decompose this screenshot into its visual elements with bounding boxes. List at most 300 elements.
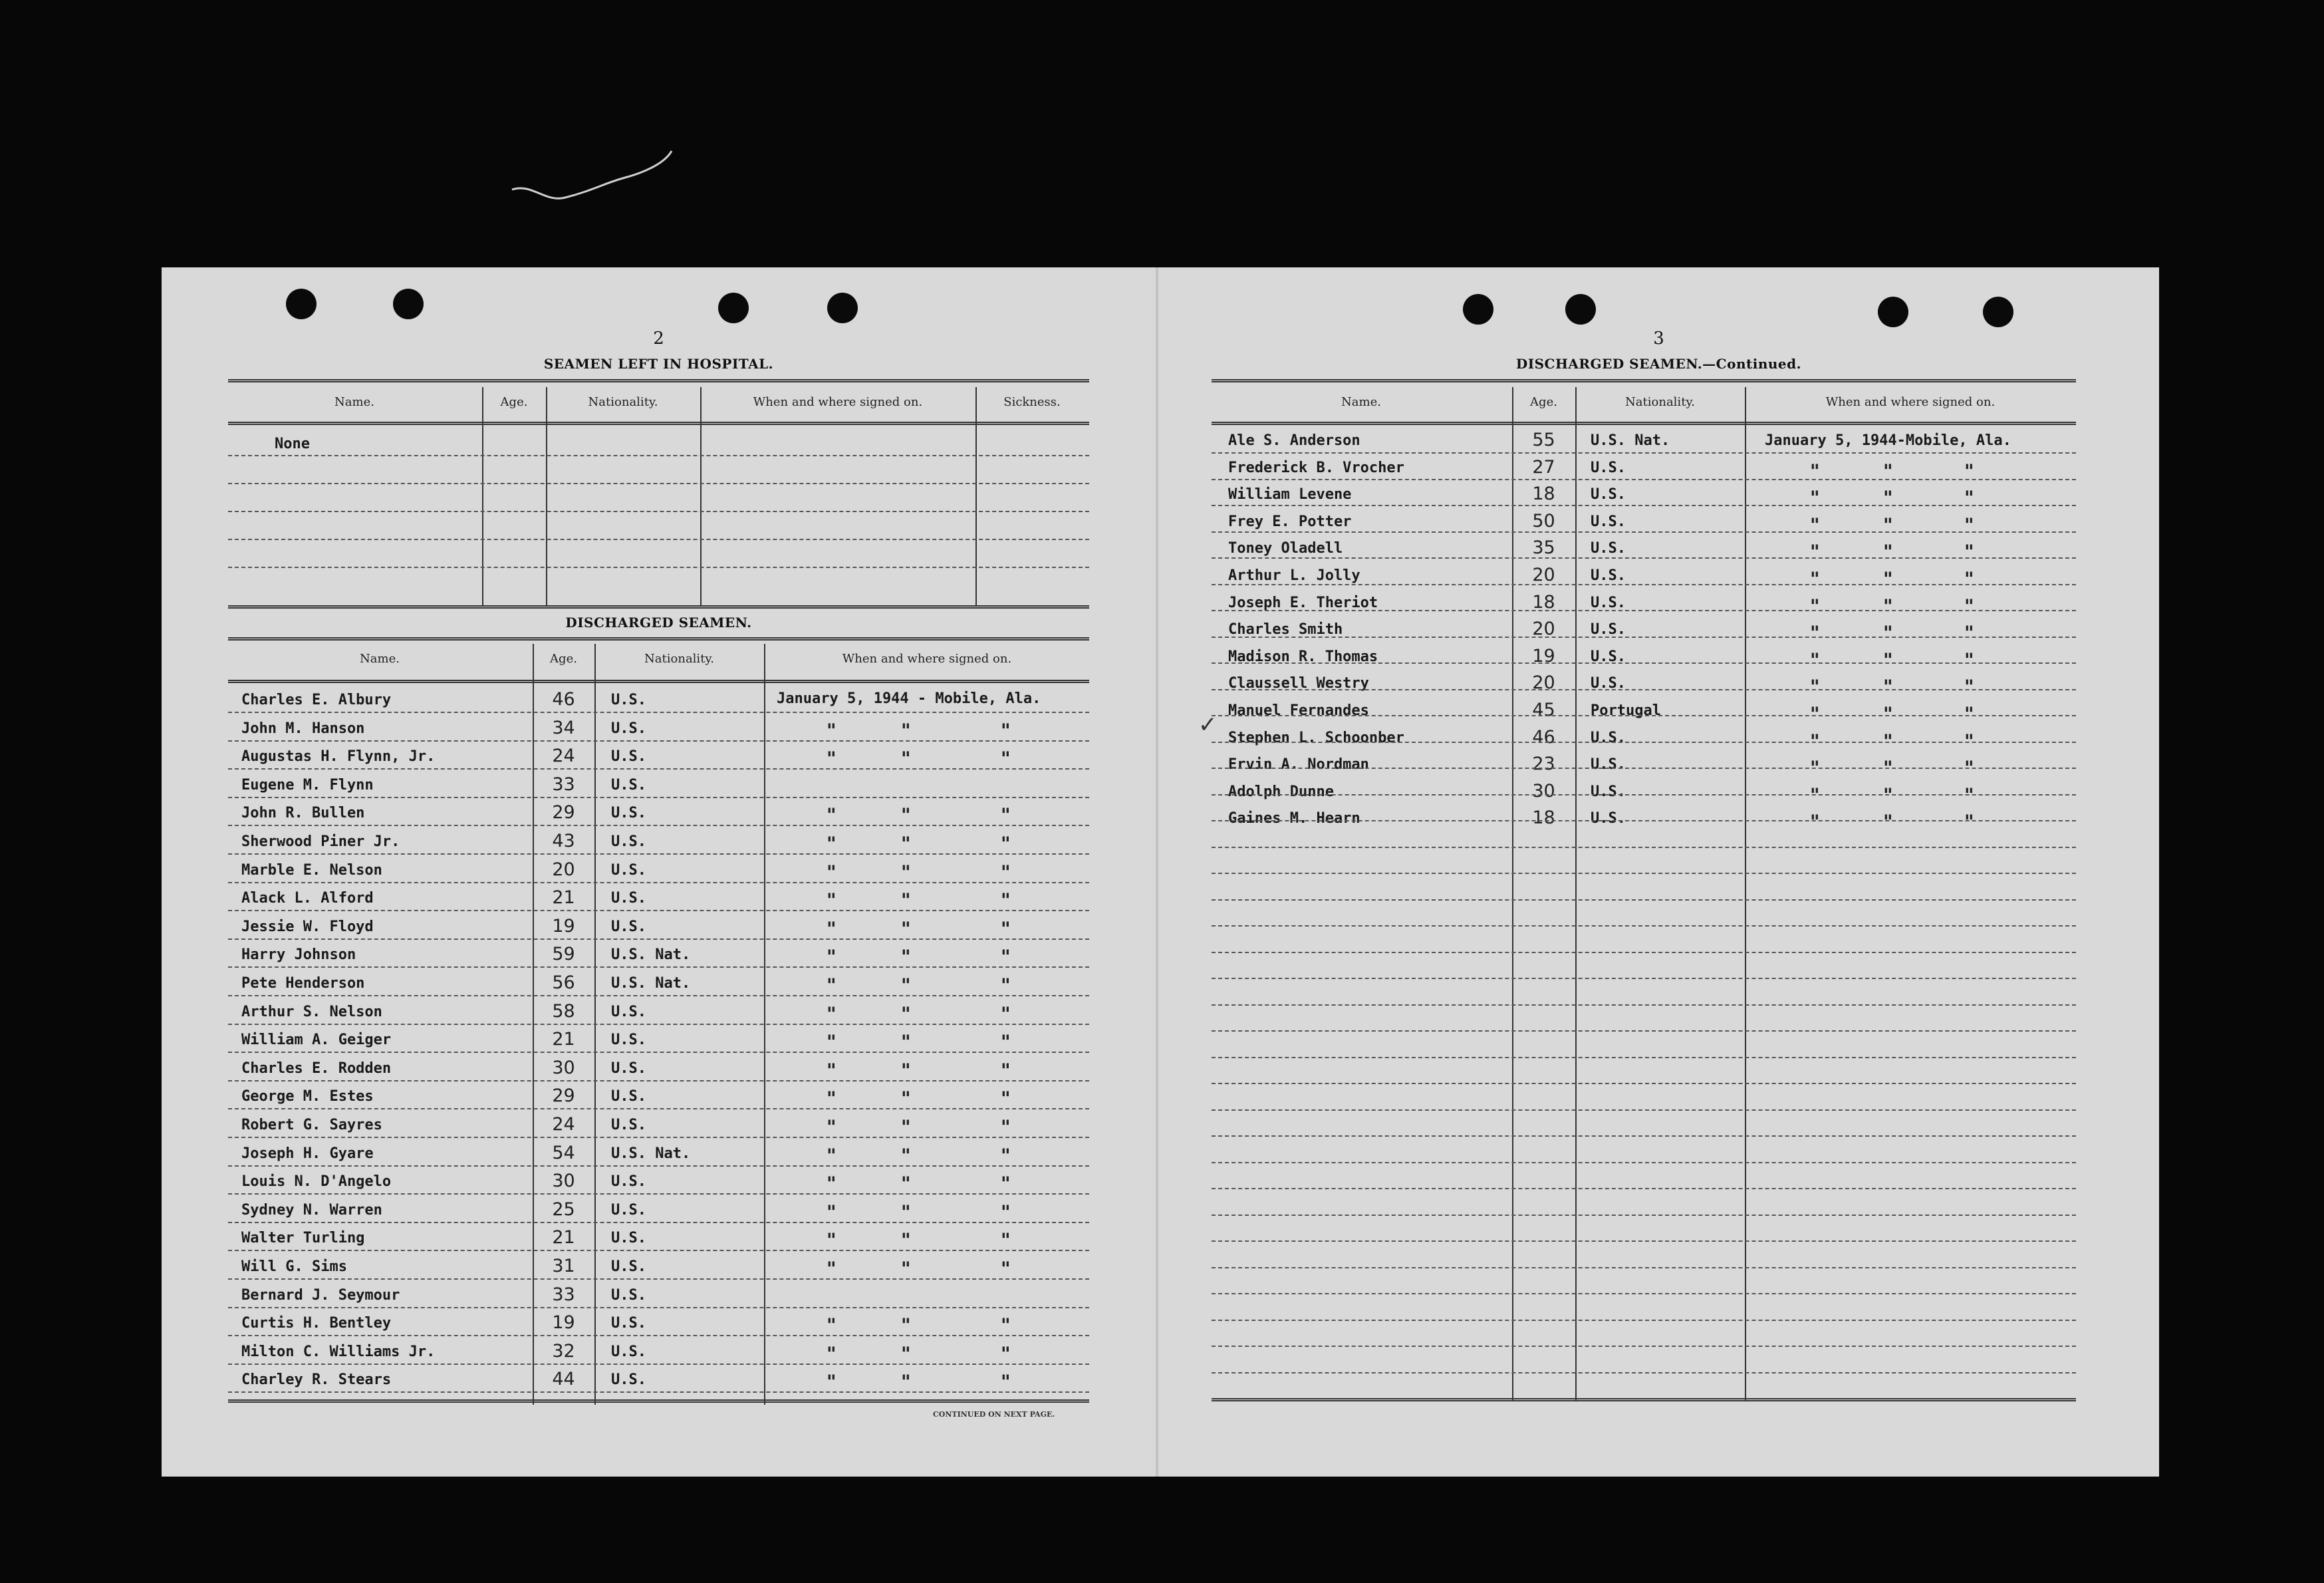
ditto-mark: " xyxy=(901,1229,911,1252)
seaman-age: 56 xyxy=(552,972,575,993)
ditto-mark: " xyxy=(1883,730,1893,752)
row-line xyxy=(228,825,1089,826)
row-line xyxy=(1212,1372,2076,1373)
row-line xyxy=(1212,1030,2076,1032)
ditto-mark: " xyxy=(1810,595,1820,617)
seaman-nationality: U.S. xyxy=(611,1201,646,1219)
ditto-mark: " xyxy=(901,889,911,912)
ditto-mark: " xyxy=(1001,748,1011,770)
ditto-mark: " xyxy=(1883,595,1893,617)
row-line xyxy=(228,1024,1089,1025)
ditto-mark: " xyxy=(827,833,837,855)
ditto-mark: " xyxy=(827,889,837,912)
seaman-age: 27 xyxy=(1532,456,1555,478)
seaman-nationality: U.S. xyxy=(611,918,646,935)
seaman-age: 55 xyxy=(1532,430,1555,450)
row-line xyxy=(228,1108,1089,1109)
scratch-mark xyxy=(505,143,685,216)
seaman-name: Eugene M. Flynn xyxy=(241,776,374,793)
ditto-mark: " xyxy=(1001,1002,1011,1025)
seaman-nationality: U.S. xyxy=(611,1230,646,1247)
ditto-mark: " xyxy=(1883,784,1893,806)
seaman-age: 23 xyxy=(1532,754,1555,775)
seaman-nationality: U.S. xyxy=(1591,540,1626,557)
seaman-age: 45 xyxy=(1532,700,1555,720)
seaman-name: Frey E. Potter xyxy=(1228,513,1352,530)
ditto-mark: " xyxy=(901,1144,911,1167)
ditto-mark: " xyxy=(901,1371,911,1393)
ditto-mark: " xyxy=(1001,1173,1011,1195)
seaman-nationality: U.S. xyxy=(611,1371,646,1389)
row-line xyxy=(228,740,1089,742)
ditto-mark: " xyxy=(1964,568,1974,590)
ditto-mark: " xyxy=(1001,1031,1011,1054)
seaman-nationality: Portugal xyxy=(1591,702,1661,719)
seaman-nationality: U.S. Nat. xyxy=(611,946,691,964)
seaman-age: 21 xyxy=(552,887,575,909)
ditto-mark: " xyxy=(901,1059,911,1081)
ditto-mark: " xyxy=(827,861,837,883)
seaman-name: Gaines M. Hearn xyxy=(1228,810,1360,827)
seaman-nationality: U.S. xyxy=(1591,621,1626,639)
row-line xyxy=(1212,978,2076,979)
ditto-mark: " xyxy=(1964,622,1974,645)
seaman-nationality: U.S. xyxy=(1591,675,1626,692)
col-header-signed: When and where signed on. xyxy=(1825,395,1996,409)
ditto-mark: " xyxy=(901,917,911,940)
seaman-age: 19 xyxy=(1532,645,1555,666)
ditto-mark: " xyxy=(1810,757,1820,780)
punch-hole xyxy=(1878,297,1908,327)
ditto-mark: " xyxy=(1883,513,1893,536)
ditto-mark: " xyxy=(1883,676,1893,698)
seaman-name: Frederick B. Vrocher xyxy=(1228,459,1404,476)
page-number: 3 xyxy=(1653,329,1664,349)
ditto-mark: " xyxy=(1964,676,1974,698)
ditto-mark: " xyxy=(1001,861,1011,883)
seaman-name: Claussell Westry xyxy=(1228,675,1369,692)
seaman-age: 54 xyxy=(552,1142,575,1163)
seaman-name: Charley R. Stears xyxy=(241,1371,392,1389)
ditto-mark: " xyxy=(827,1059,837,1081)
col-header-nationality: Nationality. xyxy=(588,395,658,409)
seaman-name: John M. Hanson xyxy=(241,720,365,737)
seaman-nationality: U.S. xyxy=(1591,729,1626,746)
seaman-age: 21 xyxy=(552,1029,575,1050)
ditto-mark: " xyxy=(901,833,911,855)
ditto-mark: " xyxy=(1001,1116,1011,1138)
seaman-nationality: U.S. xyxy=(611,692,646,708)
seaman-nationality: U.S. xyxy=(611,1060,646,1077)
ditto-mark: " xyxy=(827,1144,837,1167)
row-line xyxy=(1212,794,2076,795)
seaman-nationality: U.S. xyxy=(1591,486,1626,504)
row-line xyxy=(1212,1240,2076,1242)
seaman-name: Charles E. Rodden xyxy=(241,1060,392,1077)
seaman-name: Joseph E. Theriot xyxy=(1228,594,1378,611)
row-line xyxy=(228,1307,1089,1308)
row-line xyxy=(1212,873,2076,874)
ditto-mark: " xyxy=(827,1002,837,1025)
row-line xyxy=(1212,899,2076,901)
ditto-mark: " xyxy=(1964,730,1974,752)
punch-hole xyxy=(286,289,317,319)
row-line xyxy=(228,1193,1089,1195)
punch-hole xyxy=(1463,294,1493,325)
ditto-mark: " xyxy=(827,1116,837,1138)
table-top-rule xyxy=(228,379,1089,382)
seaman-age: 19 xyxy=(552,1312,575,1334)
seaman-nationality: U.S. Nat. xyxy=(1591,432,1670,449)
seaman-name: William A. Geiger xyxy=(241,1032,392,1049)
row-line xyxy=(1212,1109,2076,1111)
signed-on: January 5, 1944 - Mobile, Ala. xyxy=(777,690,1041,707)
seaman-name: Jessie W. Floyd xyxy=(241,918,374,935)
ditto-mark: " xyxy=(901,1116,911,1138)
col-header-name: Name. xyxy=(360,652,400,666)
ditto-mark: " xyxy=(901,1002,911,1025)
seaman-age: 35 xyxy=(1532,537,1555,559)
row-line xyxy=(1212,820,2076,821)
ditto-mark: " xyxy=(827,1031,837,1054)
row-line xyxy=(1212,1057,2076,1058)
row-line xyxy=(1212,742,2076,743)
ditto-mark: " xyxy=(1883,568,1893,590)
ditto-mark: " xyxy=(1964,811,1974,833)
col-header-name: Name. xyxy=(334,395,374,409)
seaman-age: 46 xyxy=(1532,726,1555,748)
row-line xyxy=(1212,1004,2076,1006)
seaman-age: 44 xyxy=(552,1369,575,1390)
seaman-name: Robert G. Sayres xyxy=(241,1117,382,1133)
ditto-mark: " xyxy=(1883,811,1893,833)
check-mark: ✓ xyxy=(1198,712,1218,738)
punch-hole xyxy=(1983,297,2013,327)
left-page xyxy=(162,267,1156,1477)
row-line xyxy=(228,910,1089,911)
ditto-mark: " xyxy=(827,1201,837,1223)
col-header-signed: When and where signed on. xyxy=(842,652,1012,666)
row-line xyxy=(1212,1135,2076,1137)
seaman-age: 19 xyxy=(552,915,575,936)
col-header-name: Name. xyxy=(1341,395,1381,409)
seaman-age: 21 xyxy=(552,1227,575,1248)
ditto-mark: " xyxy=(1001,1258,1011,1280)
ditto-mark: " xyxy=(1810,730,1820,752)
seaman-name: Stephen L. Schoonber xyxy=(1228,729,1404,746)
ditto-mark: " xyxy=(827,1229,837,1252)
seaman-nationality: U.S. xyxy=(611,861,646,879)
col-header-sickness: Sickness. xyxy=(1003,395,1061,409)
seaman-name: Louis N. D'Angelo xyxy=(241,1173,392,1191)
seaman-name: Harry Johnson xyxy=(241,946,356,964)
ditto-mark: " xyxy=(1883,703,1893,725)
ditto-mark: " xyxy=(1810,487,1820,509)
ditto-mark: " xyxy=(1001,804,1011,827)
seaman-age: 34 xyxy=(552,717,575,738)
ditto-mark: " xyxy=(1964,541,1974,563)
row-line xyxy=(228,1137,1089,1138)
ditto-mark: " xyxy=(901,1314,911,1337)
seaman-nationality: U.S. xyxy=(611,748,646,766)
seaman-nationality: U.S. xyxy=(611,776,646,793)
ditto-mark: " xyxy=(901,719,911,742)
ditto-mark: " xyxy=(901,974,911,996)
seaman-nationality: U.S. xyxy=(611,833,646,850)
seaman-name: Joseph H. Gyare xyxy=(241,1145,374,1162)
row-line xyxy=(1212,584,2076,585)
row-line xyxy=(228,1250,1089,1251)
seaman-age: 20 xyxy=(1532,565,1555,585)
punch-hole xyxy=(1565,294,1596,325)
ditto-mark: " xyxy=(1964,757,1974,780)
seaman-name: George M. Estes xyxy=(241,1088,374,1105)
row-line xyxy=(1212,452,2076,454)
seaman-nationality: U.S. xyxy=(611,1117,646,1133)
row-line xyxy=(1212,662,2076,664)
ditto-mark: " xyxy=(1883,622,1893,645)
seaman-age: 50 xyxy=(1532,510,1555,531)
seaman-age: 33 xyxy=(552,774,575,795)
seaman-nationality: U.S. xyxy=(1591,567,1626,584)
seaman-age: 30 xyxy=(552,1057,575,1078)
signed-on: January 5, 1944-Mobile, Ala. xyxy=(1765,432,2011,449)
row-line xyxy=(228,1080,1089,1081)
seaman-age: 25 xyxy=(552,1199,575,1220)
seaman-name: Manuel Fernandes xyxy=(1228,702,1369,719)
ditto-mark: " xyxy=(1001,719,1011,742)
seaman-name: Walter Turling xyxy=(241,1230,365,1247)
ditto-mark: " xyxy=(1001,1201,1011,1223)
seaman-nationality: U.S. Nat. xyxy=(611,1145,691,1162)
ditto-mark: " xyxy=(827,1173,837,1195)
ditto-mark: " xyxy=(1001,1144,1011,1167)
row-line xyxy=(1212,1346,2076,1347)
ditto-mark: " xyxy=(1810,568,1820,590)
seaman-age: 33 xyxy=(552,1284,575,1305)
ditto-mark: " xyxy=(1810,460,1820,482)
ditto-mark: " xyxy=(827,748,837,770)
seaman-name: William Levene xyxy=(1228,486,1352,504)
ditto-mark: " xyxy=(1964,595,1974,617)
seaman-name: Alack L. Alford xyxy=(241,890,374,907)
seaman-age: 18 xyxy=(1532,807,1555,829)
ditto-mark: " xyxy=(1810,622,1820,645)
ditto-mark: " xyxy=(1883,460,1893,482)
continued-note: CONTINUED ON NEXT PAGE. xyxy=(933,1410,1055,1419)
row-line xyxy=(1212,1215,2076,1216)
seaman-age: 32 xyxy=(552,1340,575,1362)
row-line xyxy=(228,995,1089,996)
seaman-nationality: U.S. xyxy=(611,1315,646,1332)
ditto-mark: " xyxy=(1964,784,1974,806)
form-sheet xyxy=(162,267,2159,1477)
seaman-name: Ale S. Anderson xyxy=(1228,432,1360,449)
ditto-mark: " xyxy=(1001,1229,1011,1252)
row-line xyxy=(228,1222,1089,1223)
seaman-nationality: U.S. xyxy=(1591,594,1626,611)
seaman-nationality: U.S. xyxy=(1591,648,1626,665)
page-number: 2 xyxy=(653,329,664,349)
ditto-mark: " xyxy=(1883,487,1893,509)
row-line xyxy=(1212,768,2076,769)
row-line xyxy=(1212,531,2076,533)
row-line xyxy=(1212,847,2076,848)
ditto-mark: " xyxy=(1810,541,1820,563)
ditto-mark: " xyxy=(901,804,911,827)
ditto-mark: " xyxy=(1964,513,1974,536)
ditto-mark: " xyxy=(1001,917,1011,940)
col-header-age: Age. xyxy=(1530,395,1557,409)
ditto-mark: " xyxy=(1001,833,1011,855)
ditto-mark: " xyxy=(901,1087,911,1110)
seaman-age: 46 xyxy=(552,689,575,710)
row-line xyxy=(1212,479,2076,480)
row-line xyxy=(228,882,1089,883)
seaman-name: Arthur L. Jolly xyxy=(1228,567,1360,584)
seaman-age: 20 xyxy=(1532,619,1555,640)
ditto-mark: " xyxy=(1001,946,1011,968)
ditto-mark: " xyxy=(901,1031,911,1054)
seaman-nationality: U.S. xyxy=(611,720,646,737)
ditto-mark: " xyxy=(827,1342,837,1365)
col-header-nationality: Nationality. xyxy=(644,652,714,666)
section-title-hospital: SEAMEN LEFT IN HOSPITAL. xyxy=(543,356,774,372)
ditto-mark: " xyxy=(1964,460,1974,482)
seaman-name: Madison R. Thomas xyxy=(1228,648,1378,665)
seaman-name: Arthur S. Nelson xyxy=(241,1003,382,1020)
row-line xyxy=(1212,1188,2076,1189)
ditto-mark: " xyxy=(827,1371,837,1393)
ditto-mark: " xyxy=(1964,487,1974,509)
seaman-age: 43 xyxy=(552,831,575,851)
ditto-mark: " xyxy=(827,974,837,996)
row-line xyxy=(228,1335,1089,1336)
row-line xyxy=(228,1052,1089,1053)
ditto-mark: " xyxy=(901,861,911,883)
seaman-name: Milton C. Williams Jr. xyxy=(241,1343,436,1360)
row-line xyxy=(1212,1267,2076,1268)
ditto-mark: " xyxy=(901,1201,911,1223)
ditto-mark: " xyxy=(1810,784,1820,806)
punch-hole xyxy=(393,289,424,319)
seaman-age: 29 xyxy=(552,802,575,823)
seaman-nationality: U.S. xyxy=(611,805,646,822)
seaman-name: Augustas H. Flynn, Jr. xyxy=(241,748,436,766)
ditto-mark: " xyxy=(901,1342,911,1365)
seaman-age: 30 xyxy=(1532,780,1555,801)
row-line xyxy=(1212,952,2076,953)
ditto-mark: " xyxy=(1883,541,1893,563)
row-line xyxy=(228,966,1089,968)
seaman-age: 30 xyxy=(552,1171,575,1192)
ditto-mark: " xyxy=(1810,648,1820,671)
seaman-nationality: U.S. xyxy=(611,1003,646,1020)
seaman-nationality: U.S. xyxy=(611,1032,646,1049)
ditto-mark: " xyxy=(1001,974,1011,996)
seaman-nationality: U.S. xyxy=(1591,756,1626,774)
ditto-mark: " xyxy=(901,1173,911,1195)
ditto-mark: " xyxy=(827,1087,837,1110)
row-line xyxy=(228,1165,1089,1167)
seaman-age: 18 xyxy=(1532,591,1555,613)
ditto-mark: " xyxy=(901,748,911,770)
ditto-mark: " xyxy=(1001,1314,1011,1337)
right-page xyxy=(1158,267,2159,1477)
seaman-name: John R. Bullen xyxy=(241,805,365,822)
seaman-name: Sydney N. Warren xyxy=(241,1201,382,1219)
row-line xyxy=(1212,1320,2076,1321)
row-line xyxy=(1212,1162,2076,1163)
row-line xyxy=(1212,610,2076,611)
col-header-age: Age. xyxy=(500,395,528,409)
seaman-age: 58 xyxy=(552,1000,575,1022)
seaman-age: 29 xyxy=(552,1085,575,1107)
seaman-name: Charles E. Albury xyxy=(241,692,392,708)
row-line xyxy=(1212,925,2076,927)
row-line xyxy=(228,1364,1089,1365)
col-header-age: Age. xyxy=(550,652,577,666)
seaman-nationality: U.S. xyxy=(1591,783,1626,800)
ditto-mark: " xyxy=(1001,1371,1011,1393)
seaman-name: Bernard J. Seymour xyxy=(241,1286,400,1304)
seaman-nationality: U.S. xyxy=(611,890,646,907)
seaman-nationality: U.S. xyxy=(1591,513,1626,530)
seaman-name: Will G. Sims xyxy=(241,1258,347,1275)
punch-hole xyxy=(827,293,858,323)
row-line xyxy=(228,853,1089,855)
ditto-mark: " xyxy=(1964,648,1974,671)
punch-hole xyxy=(718,293,749,323)
seaman-nationality: U.S. Nat. xyxy=(611,975,691,992)
row-line xyxy=(1212,1083,2076,1084)
row-line xyxy=(1212,1293,2076,1294)
col-header-nationality: Nationality. xyxy=(1625,395,1695,409)
section-title-discharged: DISCHARGED SEAMEN. xyxy=(565,615,752,631)
row-line xyxy=(228,797,1089,798)
seaman-age: 20 xyxy=(552,859,575,880)
seaman-name: Ervin A. Nordman xyxy=(1228,756,1369,774)
ditto-mark: " xyxy=(1810,703,1820,725)
col-header-signed: When and where signed on. xyxy=(753,395,923,409)
seaman-nationality: U.S. xyxy=(611,1286,646,1304)
ditto-mark: " xyxy=(1001,889,1011,912)
seaman-age: 18 xyxy=(1532,484,1555,505)
ditto-mark: " xyxy=(901,1258,911,1280)
ditto-mark: " xyxy=(1883,757,1893,780)
ditto-mark: " xyxy=(901,946,911,968)
ditto-mark: " xyxy=(1001,1087,1011,1110)
row-line xyxy=(228,1391,1089,1393)
ditto-mark: " xyxy=(827,1314,837,1337)
seaman-nationality: U.S. xyxy=(611,1088,646,1105)
ditto-mark: " xyxy=(1001,1342,1011,1365)
seaman-name: Charles Smith xyxy=(1228,621,1343,639)
ditto-mark: " xyxy=(1810,811,1820,833)
hospital-row-name: None xyxy=(275,436,310,452)
ditto-mark: " xyxy=(827,1258,837,1280)
ditto-mark: " xyxy=(1810,513,1820,536)
seaman-nationality: U.S. xyxy=(611,1258,646,1275)
seaman-name: Pete Henderson xyxy=(241,975,365,992)
seaman-age: 20 xyxy=(1532,672,1555,694)
seaman-name: Sherwood Piner Jr. xyxy=(241,833,400,850)
seaman-name: Curtis H. Bentley xyxy=(241,1315,392,1332)
seaman-nationality: U.S. xyxy=(1591,459,1626,476)
ditto-mark: " xyxy=(1810,676,1820,698)
row-line xyxy=(1212,505,2076,506)
ditto-mark: " xyxy=(827,804,837,827)
